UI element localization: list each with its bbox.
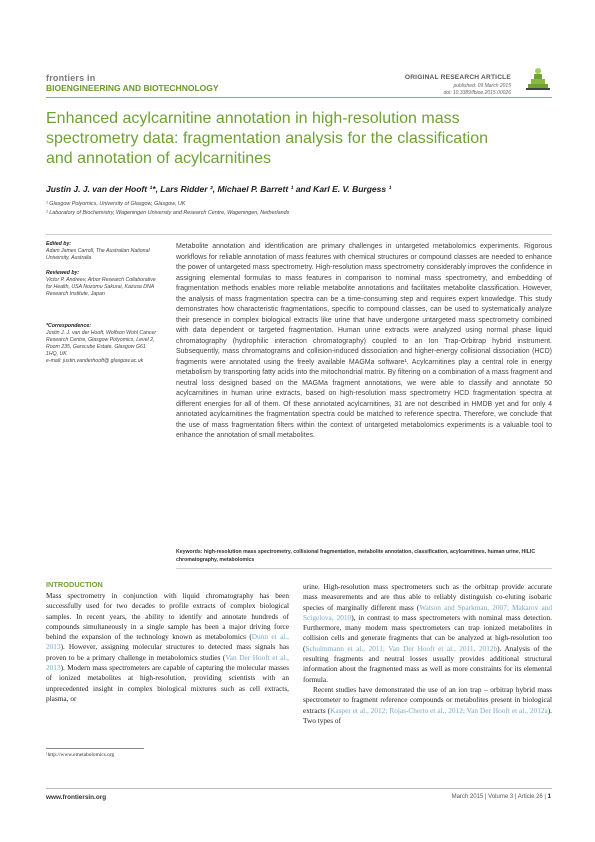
abstract: Metabolite annotation and identification are primary challenges in untargeted metabolomics experiments. Rigorous workflows for reliable annotation of mass features with chemical structures or compound classes are needed to enhance the power of untargeted mass spectrometry. High-resolution mass spectrometry considerably improves the confidence in assigning elemental formulas to mass features in comparison to nominal mass spectrometry, and embedding of fragmentation methods enables more reliable metabolite annotations and facilitates metabolite classification. However, the analysis of mass fragmentation spectra can be a time-consuming step and requires expert knowledge. This study demonstrates how characteristic fragmentations, specific to compound classes, can be used to systematically analyze their presence in complex biological extracts like urine that have undergone untargeted mass spectrometry combined with data dependent or targeted fragmentation. Human urine extracts were analyzed using normal phase liquid chromatography (hydrophilic interaction chromatography) coupled to an Ion Trap-Orbitrap hybrid instrument. Subsequently, mass chromatograms and collision-induced dissociation and higher-energy collisional dissociation (HCD) fragments were annotated using the freely available MAGMa software¹. Acylcarnitines play a central role in energy metabolism by transporting fatty acids into the mitochondrial matrix. By filtering on a combination of a mass fragment and neutral loss designed based on the MAGMa fragment annotations, we were able to classify and annotate 50 acylcarnitines in human urine extracts, based on high-resolution mass spectrometry HCD fragmentation spectra at different energies for all of them. Of these annotated acylcarnitines, 31 are not described in HMDB yet and for only 4 annotated acylcarnitines the fragmentation spectra could be matched to reference spectra. Therefore, we conclude that the use of mass fragmentation filters within the context of untargeted metabolomics experiments is a valuable tool to enhance the annotation of small metabolites. (176, 243, 552, 439)
citation-link[interactable]: Schulmmann et al., 2011; Van Der Hooft et al., 2011, 2012b (305, 643, 498, 653)
journal-name-bottom: BIOENGINEERING AND BIOTECHNOLOGY (46, 83, 219, 93)
affiliation-1: ¹ Glasgow Polyomics, University of Glasgow, Glasgow, UK (46, 201, 186, 207)
paragraph: Mass spectrometry in conjunction with liquid chromatography has been successfully used for two decades to profile extracts of complex biological samples. In recent years, the ability to identify and annotate hundreds of compounds simultaneously in a single sample has been a major driving force behind the expansion of the technology known as metabolomics (Dunn et al., 2013). However, assigning molecular structures to detected mass signals has proven to be a primary challenge in metabolomics studies (Van Der Hooft et al., 2013). Modern mass spectrometers are capable of capturing the molecular masses of ionized metabolites at high-resolution, providing scientists with an unprecedented insight in complex biological mixtures such as cell extracts, plasma, or (46, 591, 289, 703)
affiliation-2: ² Laboratory of Biochemistry, Wageningen University and Research Centre, Wageningen, Netherlands (46, 210, 290, 216)
section-divider (46, 234, 552, 235)
citation-link[interactable]: Watson and Sparkman, 2007; Makarov and Scigelova, 2010 (303, 602, 552, 622)
published-date: published: 09 March 2015 (453, 83, 511, 89)
keywords: Keywords: high-resolution mass spectrometry, collisional fragmentation, metabolite annotation, classification, acylcarnitines, human urine, HILIC chromatography, metabolomics (176, 549, 536, 563)
citation-link[interactable]: Dunn et al., 2013 (46, 632, 289, 652)
author-list: Justin J. J. van der Hooft ¹*, Lars Ridder ², Michael P. Barrett ¹ and Karl E. V. Burgess ¹ (46, 184, 392, 194)
journal-emblem-icon (524, 66, 552, 92)
page-number: 1 (547, 794, 551, 800)
paragraph: Recent studies have demonstrated the use of an ion trap – orbitrap hybrid mass spectrometer to fragment reference compounds or metabolites present in biological extracts (Kasper et al., 2012; Rojas-Cherto et al., 2012; Van Der Hooft et al., 2012a). Two types of (303, 684, 552, 725)
footnote-divider (46, 748, 144, 749)
edited-label: Edited by: (46, 241, 72, 247)
sidebar-correspondence (46, 323, 158, 365)
footer-website-link[interactable]: www.frontiersin.org (46, 794, 107, 801)
citation-link[interactable]: Kasper et al., 2012; Rojas-Cherto et al., 2012; Van Der Hooft et al., 2012a (330, 705, 548, 715)
doi: doi: 10.3389/fbioe.2015.00026 (443, 90, 511, 96)
correspondence-email[interactable]: e-mail: justin.vanderhooft@ glasgow.ac.uk (46, 358, 144, 364)
journal-logo (46, 74, 219, 93)
reviewed-label: Reviewed by: (46, 270, 80, 276)
keywords-divider (176, 568, 552, 569)
correspondence-text: Justin J. J. van der Hooft, Wolfson Wohl Cancer Research Centre, Glasgow Polyomics, Level 2, Room 235, Garscube Estate, Glasgow G61 1HQ, UK (46, 330, 157, 357)
body-column-right (303, 582, 552, 726)
section-heading-introduction: INTRODUCTION (46, 580, 103, 589)
footnote[interactable]: ¹http://www.emetabolomics.org (46, 752, 115, 758)
footer-divider (46, 788, 552, 789)
article-type: ORIGINAL RESEARCH ARTICLE (404, 74, 511, 81)
publication-info (443, 83, 511, 97)
sidebar-reviewed (46, 270, 158, 298)
article-title: Enhanced acylcarnitine annotation in high-resolution mass spectrometry data: fragmentation analysis for the classification and annotation of acylcarnitines (46, 110, 488, 167)
footer-issue-info (452, 794, 551, 800)
citation-link[interactable]: Van Der Hooft et al., 2013 (46, 652, 289, 673)
edited-text: Adam James Carroll, The Australian National University, Australia (46, 248, 150, 261)
correspondence-label: *Correspondence: (46, 323, 91, 329)
sidebar-edited (46, 241, 158, 262)
reviewed-text: Victor P. Andreev, Arbor Research Collaborative for Health, USA Nozomu Sakurai, Kazusa DNA Research Institute, Japan (46, 277, 156, 297)
body-column-left (46, 591, 289, 704)
footer-issue: March 2015 | Volume 3 | Article 26 | (451, 794, 546, 800)
header-divider (46, 97, 552, 98)
paragraph: urine. High-resolution mass spectrometers such as the orbitrap provide accurate mass measurements and are thus able to reliably distinguish co-eluting isobaric species of marginally different mass (Watson and Sparkman, 2007; Makarov and Scigelova, 2010), in contrast to mass spectrometers with nominal mass detection. Furthermore, many modern mass spectrometers can trap ionized metabolites in collision cells and generate fragments that can be analyzed at high-resolution too (Schulmmann et al., 2011; Van Der Hooft et al., 2011, 2012b). Analysis of the resulting fragments and neutral losses usually provides additional structural information about the fragmented mass as well as more constraints for its elemental formula. (303, 582, 552, 684)
journal-name-top: frontiers in (46, 73, 96, 83)
